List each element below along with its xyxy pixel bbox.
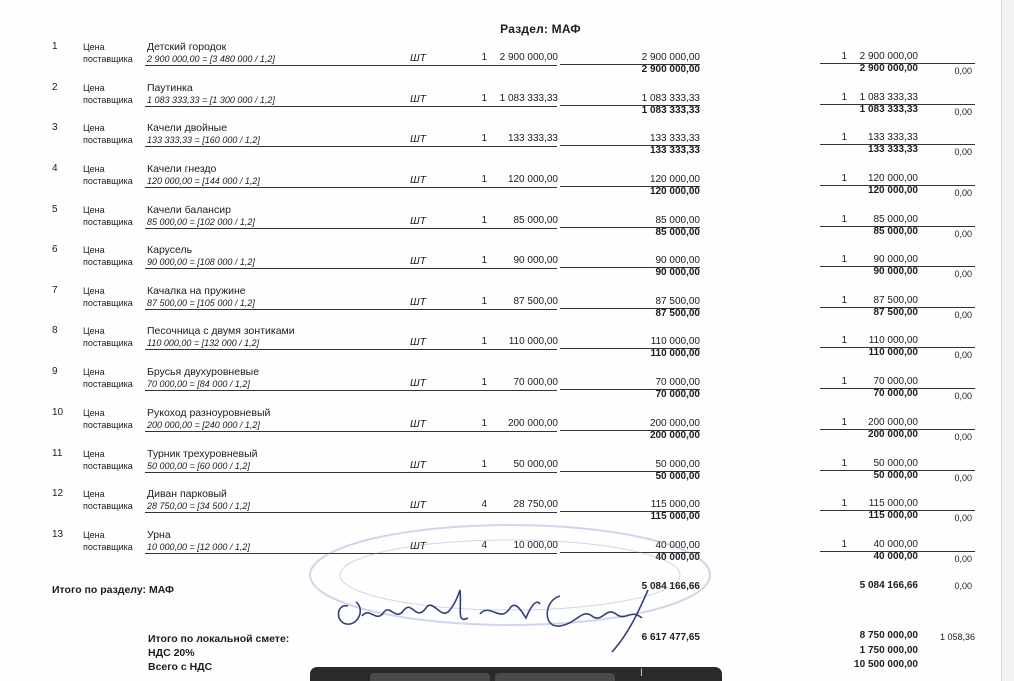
table-row — [0, 325, 1001, 366]
line-total: 40 000,00 — [655, 540, 700, 551]
unit-price: 87 500,00 — [513, 296, 558, 307]
quantity: 1 — [481, 174, 487, 185]
quantity: 1 — [481, 52, 487, 63]
toolbar-button[interactable] — [370, 673, 490, 681]
row-underline — [145, 390, 557, 391]
estimate-total: 2 900 000,00 — [859, 51, 918, 62]
difference: 0,00 — [954, 391, 972, 401]
line-total: 110 000,00 — [650, 336, 700, 347]
table-row — [0, 488, 1001, 529]
row-underline — [560, 105, 700, 106]
row-underline — [820, 104, 975, 105]
unit-price: 1 083 333,33 — [499, 93, 558, 104]
unit: ШТ — [410, 52, 427, 64]
difference: 0,00 — [954, 310, 972, 320]
unit: ШТ — [410, 174, 427, 186]
price-label-supplier: поставщика — [83, 379, 133, 389]
estimate-subtotal: 1 083 333,33 — [859, 104, 918, 115]
table-row — [0, 82, 1001, 123]
price-label-supplier: поставщика — [83, 217, 133, 227]
unit-price: 200 000,00 — [507, 418, 558, 429]
total-with-vat-amount: 10 500 000,00 — [854, 659, 918, 670]
estimate-total: 90 000,00 — [873, 254, 918, 265]
estimate-subtotal: 200 000,00 — [867, 429, 918, 440]
estimate-subtotal: 90 000,00 — [873, 266, 918, 277]
estimate-subtotal: 87 500,00 — [873, 307, 918, 318]
line-total: 50 000,00 — [655, 459, 700, 470]
row-underline — [820, 226, 975, 227]
row-underline — [145, 512, 557, 513]
price-label: Цена — [83, 530, 105, 540]
estimate-total: 115 000,00 — [868, 498, 918, 509]
table-row — [0, 244, 1001, 285]
unit: ШТ — [410, 377, 427, 389]
price-formula: 50 000,00 = [60 000 / 1,2] — [147, 461, 250, 471]
estimate-subtotal: 110 000,00 — [868, 347, 918, 358]
estimate-total: 110 000,00 — [868, 335, 918, 346]
line-subtotal: 50 000,00 — [655, 471, 700, 482]
unit: ШТ — [410, 133, 427, 145]
row-underline — [560, 186, 700, 187]
line-total: 87 500,00 — [655, 296, 700, 307]
row-underline — [145, 187, 557, 188]
quantity: 1 — [481, 418, 487, 429]
quantity: 1 — [481, 215, 487, 226]
unit: ШТ — [410, 540, 427, 552]
price-formula: 85 000,00 = [102 000 / 1,2] — [147, 217, 255, 227]
row-number: 8 — [52, 325, 58, 336]
estimate-quantity: 1 — [841, 92, 847, 103]
row-underline — [145, 431, 557, 432]
quantity: 4 — [481, 540, 487, 551]
row-number: 9 — [52, 366, 58, 377]
section-total-supplier: 5 084 166,66 — [641, 581, 700, 592]
price-label-supplier: поставщика — [83, 298, 133, 308]
unit-price: 90 000,00 — [513, 255, 558, 266]
row-number: 3 — [52, 122, 58, 133]
difference: 0,00 — [954, 350, 972, 360]
item-name: Качели гнездо — [147, 163, 217, 175]
unit-price: 70 000,00 — [513, 377, 558, 388]
line-subtotal: 70 000,00 — [655, 389, 700, 400]
row-number: 13 — [52, 529, 64, 540]
estimate-quantity: 1 — [841, 214, 847, 225]
estimate-total: 1 083 333,33 — [859, 92, 918, 103]
unit-price: 50 000,00 — [513, 459, 558, 470]
estimate-subtotal: 133 333,33 — [867, 144, 918, 155]
row-underline — [145, 228, 557, 229]
row-underline — [820, 551, 975, 552]
handwritten-signature — [330, 578, 690, 660]
row-number: 7 — [52, 285, 58, 296]
price-formula: 87 500,00 = [105 000 / 1,2] — [147, 298, 255, 308]
estimate-quantity: 1 — [841, 335, 847, 346]
table-row — [0, 204, 1001, 245]
table-row — [0, 407, 1001, 448]
row-underline — [560, 389, 700, 390]
line-subtotal: 133 333,33 — [649, 145, 700, 156]
estimate-total: 133 333,33 — [867, 132, 918, 143]
row-underline — [145, 349, 557, 350]
price-label: Цена — [83, 449, 105, 459]
quantity: 1 — [481, 133, 487, 144]
row-number: 4 — [52, 163, 58, 174]
difference: 0,00 — [954, 269, 972, 279]
row-underline — [820, 185, 975, 186]
difference: 0,00 — [954, 147, 972, 157]
unit: ШТ — [410, 215, 427, 227]
table-row — [0, 122, 1001, 163]
item-name: Детский городок — [147, 41, 227, 53]
section-total-diff: 0,00 — [954, 581, 972, 591]
price-label: Цена — [83, 205, 105, 215]
local-estimate-total-supplier: 6 617 477,65 — [641, 632, 700, 643]
estimate-total: 87 500,00 — [873, 295, 918, 306]
estimate-quantity: 1 — [841, 254, 847, 265]
row-underline — [560, 430, 700, 431]
row-underline — [560, 471, 700, 472]
unit: ШТ — [410, 296, 427, 308]
item-name: Турник трехуровневый — [147, 448, 258, 460]
estimate-subtotal: 85 000,00 — [873, 226, 918, 237]
price-label-supplier: поставщика — [83, 176, 133, 186]
price-label: Цена — [83, 326, 105, 336]
estimate-total: 200 000,00 — [867, 417, 918, 428]
item-name: Качалка на пружине — [147, 285, 246, 297]
difference: 0,00 — [954, 66, 972, 76]
unit-price: 2 900 000,00 — [499, 52, 558, 63]
row-number: 6 — [52, 244, 58, 255]
price-formula: 120 000,00 = [144 000 / 1,2] — [147, 176, 260, 186]
estimate-total: 70 000,00 — [873, 376, 918, 387]
difference: 0,00 — [954, 188, 972, 198]
price-label-supplier: поставщика — [83, 54, 133, 64]
unit-price: 10 000,00 — [513, 540, 558, 551]
line-subtotal: 1 083 333,33 — [641, 105, 700, 116]
row-underline — [820, 347, 975, 348]
row-underline — [560, 552, 700, 553]
line-subtotal: 115 000,00 — [650, 511, 700, 522]
item-name: Качели балансир — [147, 204, 231, 216]
estimate-total: 120 000,00 — [867, 173, 918, 184]
row-underline — [145, 106, 557, 107]
price-formula: 28 750,00 = [34 500 / 1,2] — [147, 501, 250, 511]
estimate-subtotal: 2 900 000,00 — [859, 63, 918, 74]
line-subtotal: 2 900 000,00 — [641, 64, 700, 75]
unit: ШТ — [410, 255, 427, 267]
quantity: 1 — [481, 336, 487, 347]
estimate-quantity: 1 — [841, 498, 847, 509]
quantity: 1 — [481, 459, 487, 470]
item-name: Диван парковый — [147, 488, 227, 500]
row-underline — [145, 146, 557, 147]
line-total: 120 000,00 — [649, 174, 700, 185]
unit-price: 120 000,00 — [507, 174, 558, 185]
row-underline — [820, 388, 975, 389]
row-underline — [560, 227, 700, 228]
unit-price: 110 000,00 — [508, 336, 558, 347]
item-name: Качели двойные — [147, 122, 228, 134]
row-underline — [145, 65, 557, 66]
estimate-quantity: 1 — [841, 295, 847, 306]
estimate-quantity: 1 — [841, 51, 847, 62]
line-total: 133 333,33 — [649, 133, 700, 144]
row-underline — [145, 268, 557, 269]
table-row — [0, 366, 1001, 407]
unit: ШТ — [410, 499, 427, 511]
difference: 0,00 — [954, 229, 972, 239]
row-underline — [820, 144, 975, 145]
row-underline — [820, 470, 975, 471]
item-name: Брусья двухуровневые — [147, 366, 260, 378]
local-estimate-total-diff: 1 058,36 — [939, 632, 975, 642]
row-underline — [145, 472, 557, 473]
price-label: Цена — [83, 123, 105, 133]
price-label-supplier: поставщика — [83, 135, 133, 145]
price-label-supplier: поставщика — [83, 338, 133, 348]
line-subtotal: 90 000,00 — [655, 267, 700, 278]
item-name: Рукоход разноуровневый — [147, 407, 271, 419]
price-label-supplier: поставщика — [83, 95, 133, 105]
line-total: 115 000,00 — [650, 499, 700, 510]
estimate-total: 40 000,00 — [873, 539, 918, 550]
quantity: 1 — [481, 255, 487, 266]
estimate-quantity: 1 — [841, 417, 847, 428]
price-label-supplier: поставщика — [83, 461, 133, 471]
difference: 0,00 — [954, 513, 972, 523]
line-total: 90 000,00 — [655, 255, 700, 266]
row-number: 2 — [52, 82, 58, 93]
price-formula: 110 000,00 = [132 000 / 1,2] — [147, 338, 260, 348]
estimate-quantity: 1 — [841, 458, 847, 469]
row-underline — [560, 308, 700, 309]
estimate-subtotal: 70 000,00 — [873, 388, 918, 399]
price-label-supplier: поставщика — [83, 257, 133, 267]
difference: 0,00 — [954, 554, 972, 564]
item-name: Урна — [147, 529, 171, 541]
difference: 0,00 — [954, 432, 972, 442]
price-label-supplier: поставщика — [83, 542, 133, 552]
row-number: 12 — [52, 488, 64, 499]
price-label: Цена — [83, 367, 105, 377]
unit: ШТ — [410, 93, 427, 105]
row-number: 11 — [52, 448, 63, 459]
price-label: Цена — [83, 286, 105, 296]
row-underline — [560, 267, 700, 268]
table-row — [0, 448, 1001, 489]
section-title: Раздел: МАФ — [500, 22, 581, 36]
row-number: 10 — [52, 407, 64, 418]
local-estimate-total-label: Итого по локальной смете: — [148, 633, 290, 645]
table-row — [0, 163, 1001, 204]
price-formula: 2 900 000,00 = [3 480 000 / 1,2] — [147, 54, 275, 64]
unit-price: 28 750,00 — [513, 499, 558, 510]
quantity: 1 — [481, 296, 487, 307]
row-number: 5 — [52, 204, 58, 215]
row-underline — [560, 511, 700, 512]
price-formula: 10 000,00 = [12 000 / 1,2] — [147, 542, 250, 552]
unit-price: 133 333,33 — [507, 133, 558, 144]
total-with-vat-label: Всего с НДС — [148, 661, 213, 673]
estimate-quantity: 1 — [841, 132, 847, 143]
row-number: 1 — [52, 41, 58, 52]
row-underline — [145, 309, 557, 310]
price-label: Цена — [83, 42, 105, 52]
row-underline — [820, 510, 975, 511]
row-underline — [560, 145, 700, 146]
toolbar-cursor-icon[interactable]: ⅼ — [640, 668, 643, 679]
toolbar-button[interactable] — [495, 673, 615, 681]
estimate-subtotal: 115 000,00 — [868, 510, 918, 521]
row-underline — [560, 64, 700, 65]
table-row — [0, 529, 1001, 570]
line-total: 2 900 000,00 — [641, 52, 700, 63]
difference: 0,00 — [954, 473, 972, 483]
price-formula: 133 333,33 = [160 000 / 1,2] — [147, 135, 260, 145]
estimate-subtotal: 50 000,00 — [873, 470, 918, 481]
row-underline — [820, 266, 975, 267]
price-formula: 90 000,00 = [108 000 / 1,2] — [147, 257, 255, 267]
row-underline — [145, 553, 557, 554]
row-underline — [820, 307, 975, 308]
unit: ШТ — [410, 459, 427, 471]
estimate-quantity: 1 — [841, 539, 847, 550]
unit-price: 85 000,00 — [513, 215, 558, 226]
unit: ШТ — [410, 336, 427, 348]
line-total: 1 083 333,33 — [641, 93, 700, 104]
line-subtotal: 87 500,00 — [655, 308, 700, 319]
quantity: 1 — [481, 93, 487, 104]
item-name: Паутинка — [147, 82, 193, 94]
item-name: Песочница с двумя зонтиками — [147, 325, 295, 337]
table-row — [0, 41, 1001, 82]
estimate-total: 85 000,00 — [873, 214, 918, 225]
line-subtotal: 110 000,00 — [650, 348, 700, 359]
row-underline — [820, 63, 975, 64]
price-label: Цена — [83, 408, 105, 418]
line-subtotal: 200 000,00 — [649, 430, 700, 441]
line-total: 85 000,00 — [655, 215, 700, 226]
unit: ШТ — [410, 418, 427, 430]
price-label: Цена — [83, 83, 105, 93]
line-subtotal: 85 000,00 — [655, 227, 700, 238]
item-name: Карусель — [147, 244, 193, 256]
estimate-subtotal: 40 000,00 — [873, 551, 918, 562]
line-subtotal: 40 000,00 — [655, 552, 700, 563]
table-row — [0, 285, 1001, 326]
row-underline — [560, 348, 700, 349]
price-label: Цена — [83, 245, 105, 255]
estimate-quantity: 1 — [841, 173, 847, 184]
price-label-supplier: поставщика — [83, 420, 133, 430]
price-label-supplier: поставщика — [83, 501, 133, 511]
page-edge — [1001, 0, 1014, 681]
price-formula: 1 083 333,33 = [1 300 000 / 1,2] — [147, 95, 275, 105]
estimate-total: 50 000,00 — [873, 458, 918, 469]
quantity: 1 — [481, 377, 487, 388]
line-total: 200 000,00 — [649, 418, 700, 429]
price-formula: 70 000,00 = [84 000 / 1,2] — [147, 379, 250, 389]
vat-label: НДС 20% — [148, 647, 195, 659]
row-underline — [820, 429, 975, 430]
line-total: 70 000,00 — [655, 377, 700, 388]
local-estimate-total: 8 750 000,00 — [859, 630, 918, 641]
line-subtotal: 120 000,00 — [649, 186, 700, 197]
section-total-label: Итого по разделу: МАФ — [52, 584, 174, 596]
price-label: Цена — [83, 164, 105, 174]
vat-amount: 1 750 000,00 — [859, 645, 918, 656]
estimate-subtotal: 120 000,00 — [867, 185, 918, 196]
estimate-quantity: 1 — [841, 376, 847, 387]
price-formula: 200 000,00 = [240 000 / 1,2] — [147, 420, 260, 430]
difference: 0,00 — [954, 107, 972, 117]
quantity: 4 — [481, 499, 487, 510]
section-total-estimate: 5 084 166,66 — [859, 580, 918, 591]
price-label: Цена — [83, 489, 105, 499]
